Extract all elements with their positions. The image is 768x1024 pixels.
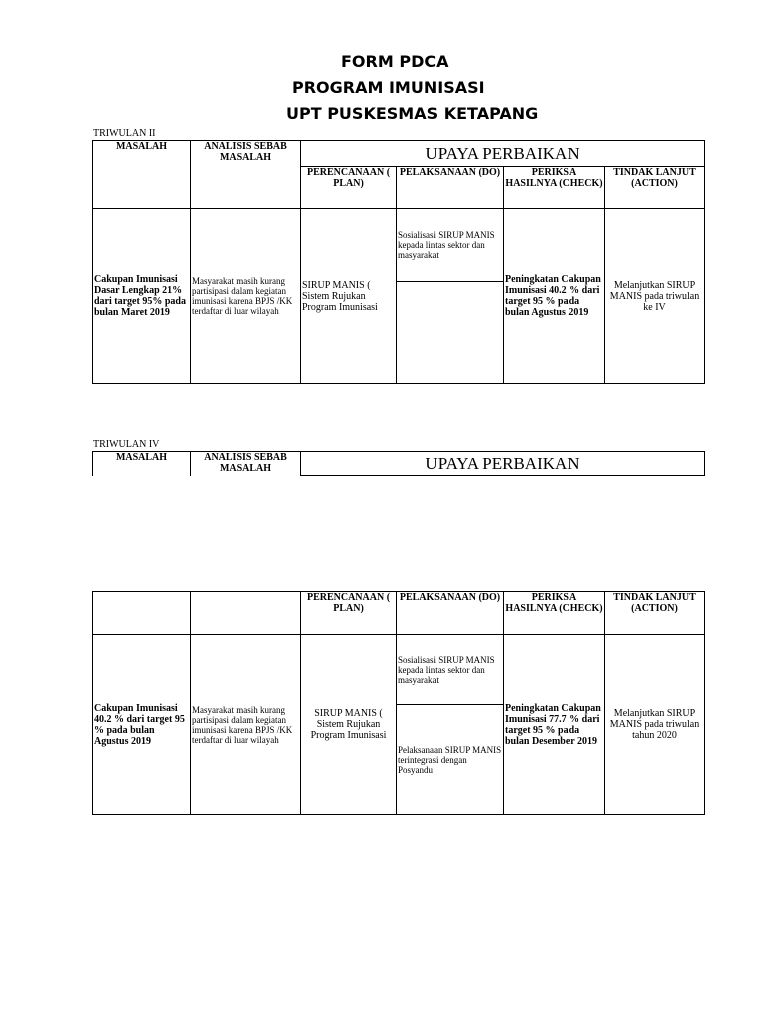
do-cell-1: Sosialisasi SIRUP MANIS kepada lintas sektor dan masyarakat [397, 209, 504, 282]
header-masalah: MASALAH [93, 452, 191, 476]
triwulan-2-table [92, 140, 705, 384]
header-check: PERIKSA HASILNYA (CHECK) [504, 592, 605, 635]
header-upaya-perbaikan: UPAYA PERBAIKAN [301, 452, 705, 476]
header-action: TINDAK LANJUT (ACTION) [605, 592, 705, 635]
header-analisis: ANALISIS SEBAB MASALAH [191, 141, 301, 209]
do-cell-1: Sosialisasi SIRUP MANIS kepada lintas sektor dan masyarakat [397, 635, 504, 705]
check-cell: Peningkatan Cakupan Imunisasi 40.2 % dari target 95 % pada bulan Agustus 2019 [504, 209, 605, 384]
triwulan-4-table [92, 591, 705, 815]
triwulan-4-label: TRIWULAN IV [93, 439, 160, 450]
analisis-cell: Masyarakat masih kurang partisipasi dalam kegiatan imunisasi karena BPJS /KK terdaftar di luar wilayah [191, 209, 301, 384]
header-check: PERIKSA HASILNYA (CHECK) [504, 167, 605, 209]
header-plan: PERENCANAAN ( PLAN) [301, 167, 397, 209]
program-title: PROGRAM IMUNISASI [292, 78, 485, 97]
header-upaya-perbaikan: UPAYA PERBAIKAN [301, 141, 705, 167]
blank-analisis-header [191, 592, 301, 635]
blank-masalah-header [93, 592, 191, 635]
header-action: TINDAK LANJUT (ACTION) [605, 167, 705, 209]
header-masalah: MASALAH [93, 141, 191, 209]
header-do: PELAKSANAAN (DO) [397, 592, 504, 635]
analisis-cell: Masyarakat masih kurang partisipasi dalam kegiatan imunisasi karena BPJS /KK terdaftar di luar wilayah [191, 635, 301, 815]
do-cell-2: Pelaksanaan SIRUP MANIS terintegrasi dengan Posyandu [397, 705, 504, 815]
action-cell: Melanjutkan SIRUP MANIS pada triwulan tahun 2020 [605, 635, 705, 815]
do-cell-2 [397, 282, 504, 384]
masalah-cell: Cakupan Imunisasi 40.2 % dari target 95 % pada bulan Agustus 2019 [93, 635, 191, 815]
header-do: PELAKSANAAN (DO) [397, 167, 504, 209]
triwulan-4-header-table [92, 451, 705, 476]
header-plan: PERENCANAAN ( PLAN) [301, 592, 397, 635]
form-title: FORM PDCA [341, 52, 449, 71]
masalah-cell: Cakupan Imunisasi Dasar Lengkap 21% dari target 95% pada bulan Maret 2019 [93, 209, 191, 384]
plan-cell: SIRUP MANIS ( Sistem Rujukan Program Imunisasi [301, 209, 397, 384]
plan-cell: SIRUP MANIS ( Sistem Rujukan Program Imunisasi [301, 635, 397, 815]
action-cell: Melanjutkan SIRUP MANIS pada triwulan ke IV [605, 209, 705, 384]
header-analisis: ANALISIS SEBAB MASALAH [191, 452, 301, 476]
institution-title: UPT PUSKESMAS KETAPANG [286, 104, 539, 123]
check-cell: Peningkatan Cakupan Imunisasi 77.7 % dari target 95 % pada bulan Desember 2019 [504, 635, 605, 815]
triwulan-2-label: TRIWULAN II [93, 128, 156, 139]
